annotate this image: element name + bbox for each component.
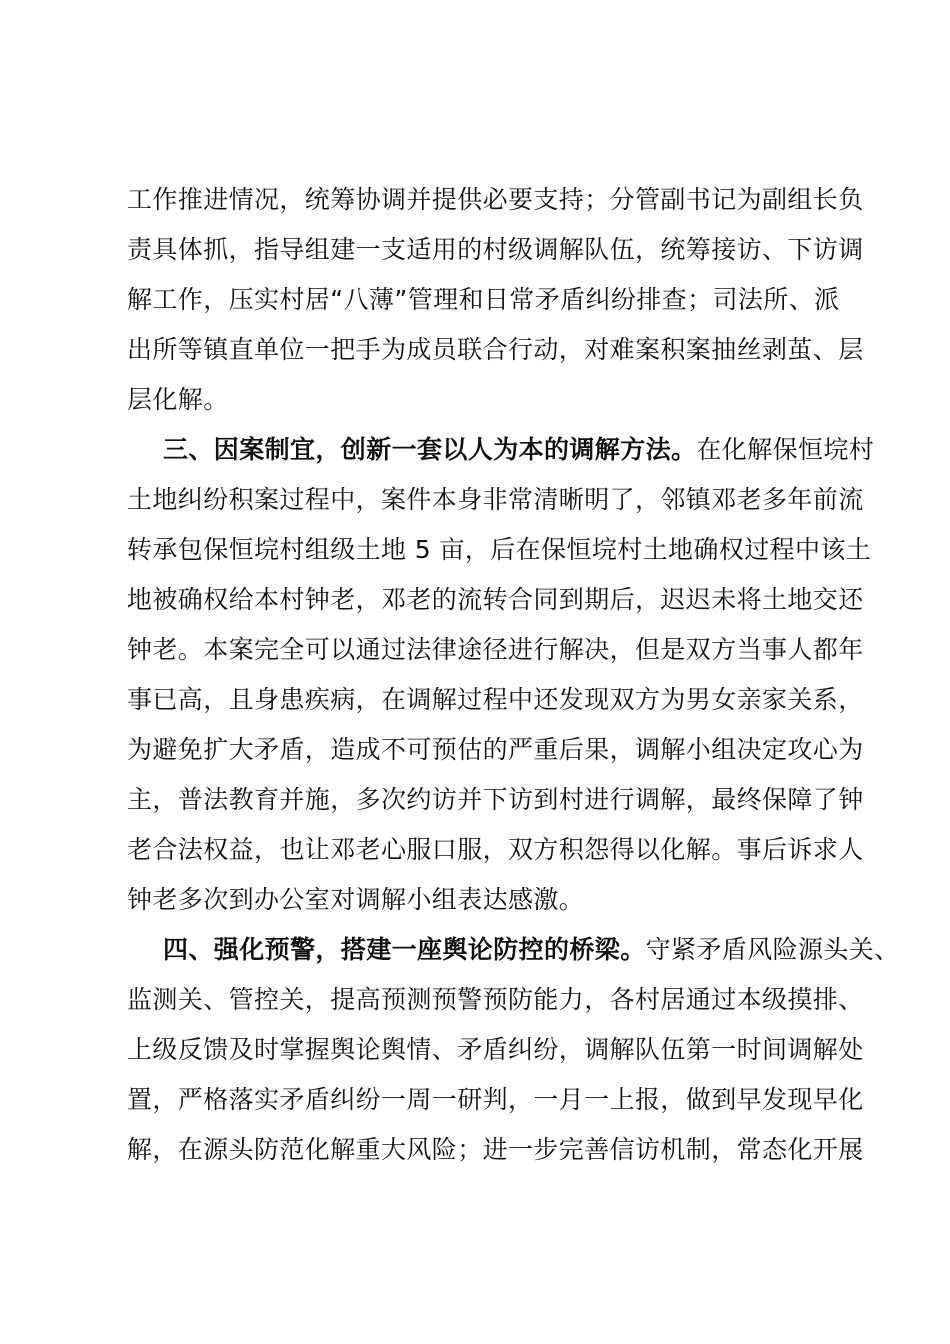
paragraph-line: 监测关、管控关，提高预测预警预防能力，各村居通过本级摸排、 (127, 985, 864, 1014)
section-4-heading: 四、强化预警，搭建一座舆论防控的桥梁。 (163, 935, 646, 964)
paragraph-line: 层化解。 (127, 385, 229, 414)
paragraph-line: 责具体抓，指导组建一支适用的村级调解队伍，统筹接访、下访调 (127, 235, 864, 264)
paragraph-line: 钟老。本案完全可以通过法律途径进行解决，但是双方当事人都年 (127, 635, 864, 664)
paragraph-line: 转承包保恒垸村组级土地 5 亩，后在保恒垸村土地确权过程中该土 (127, 535, 872, 564)
section-4-first-line-text: 守紧矛盾风险源头关、 (645, 935, 900, 964)
paragraph-line: 置，严格落实矛盾纠纷一周一研判，一月一上报，做到早发现早化 (127, 1085, 864, 1114)
section-4-first-line (163, 925, 950, 975)
paragraph-line: 老合法权益，也让邓老心服口服，双方积怨得以化解。事后诉求人 (127, 835, 864, 864)
section-3-first-line-text: 在化解保恒垸村 (696, 435, 875, 464)
paragraph-line: 土地纠纷积案过程中，案件本身非常清晰明了，邻镇邓老多年前流 (127, 485, 864, 514)
section-3-heading: 三、因案制宜，创新一套以人为本的调解方法。 (163, 435, 697, 464)
paragraph-line: 解工作，压实村居“八薄”管理和日常矛盾纠纷排查；司法所、派 (127, 285, 840, 314)
paragraph-line: 上级反馈及时掌握舆论舆情、矛盾纠纷，调解队伍第一时间调解处 (127, 1035, 864, 1064)
section-3-first-line (163, 425, 950, 475)
paragraph-line: 工作推进情况，统筹协调并提供必要支持；分管副书记为副组长负 (127, 185, 864, 214)
paragraph-line: 为避免扩大矛盾，造成不可预估的严重后果，调解小组决定攻心为 (127, 735, 864, 764)
paragraph-line: 出所等镇直单位一把手为成员联合行动，对难案积案抽丝剥茧、层 (127, 335, 864, 364)
paragraph-line: 主，普法教育并施，多次约访并下访到村进行调解，最终保障了钟 (127, 785, 864, 814)
paragraph-line: 地被确权给本村钟老，邓老的流转合同到期后，迟迟未将土地交还 (127, 585, 864, 614)
paragraph-line: 钟老多次到办公室对调解小组表达感激。 (127, 885, 585, 914)
paragraph-line: 解，在源头防范化解重大风险；进一步完善信访机制，常态化开展 (127, 1135, 864, 1164)
paragraph-line: 事已高，且身患疾病，在调解过程中还发现双方为男女亲家关系， (127, 685, 864, 714)
